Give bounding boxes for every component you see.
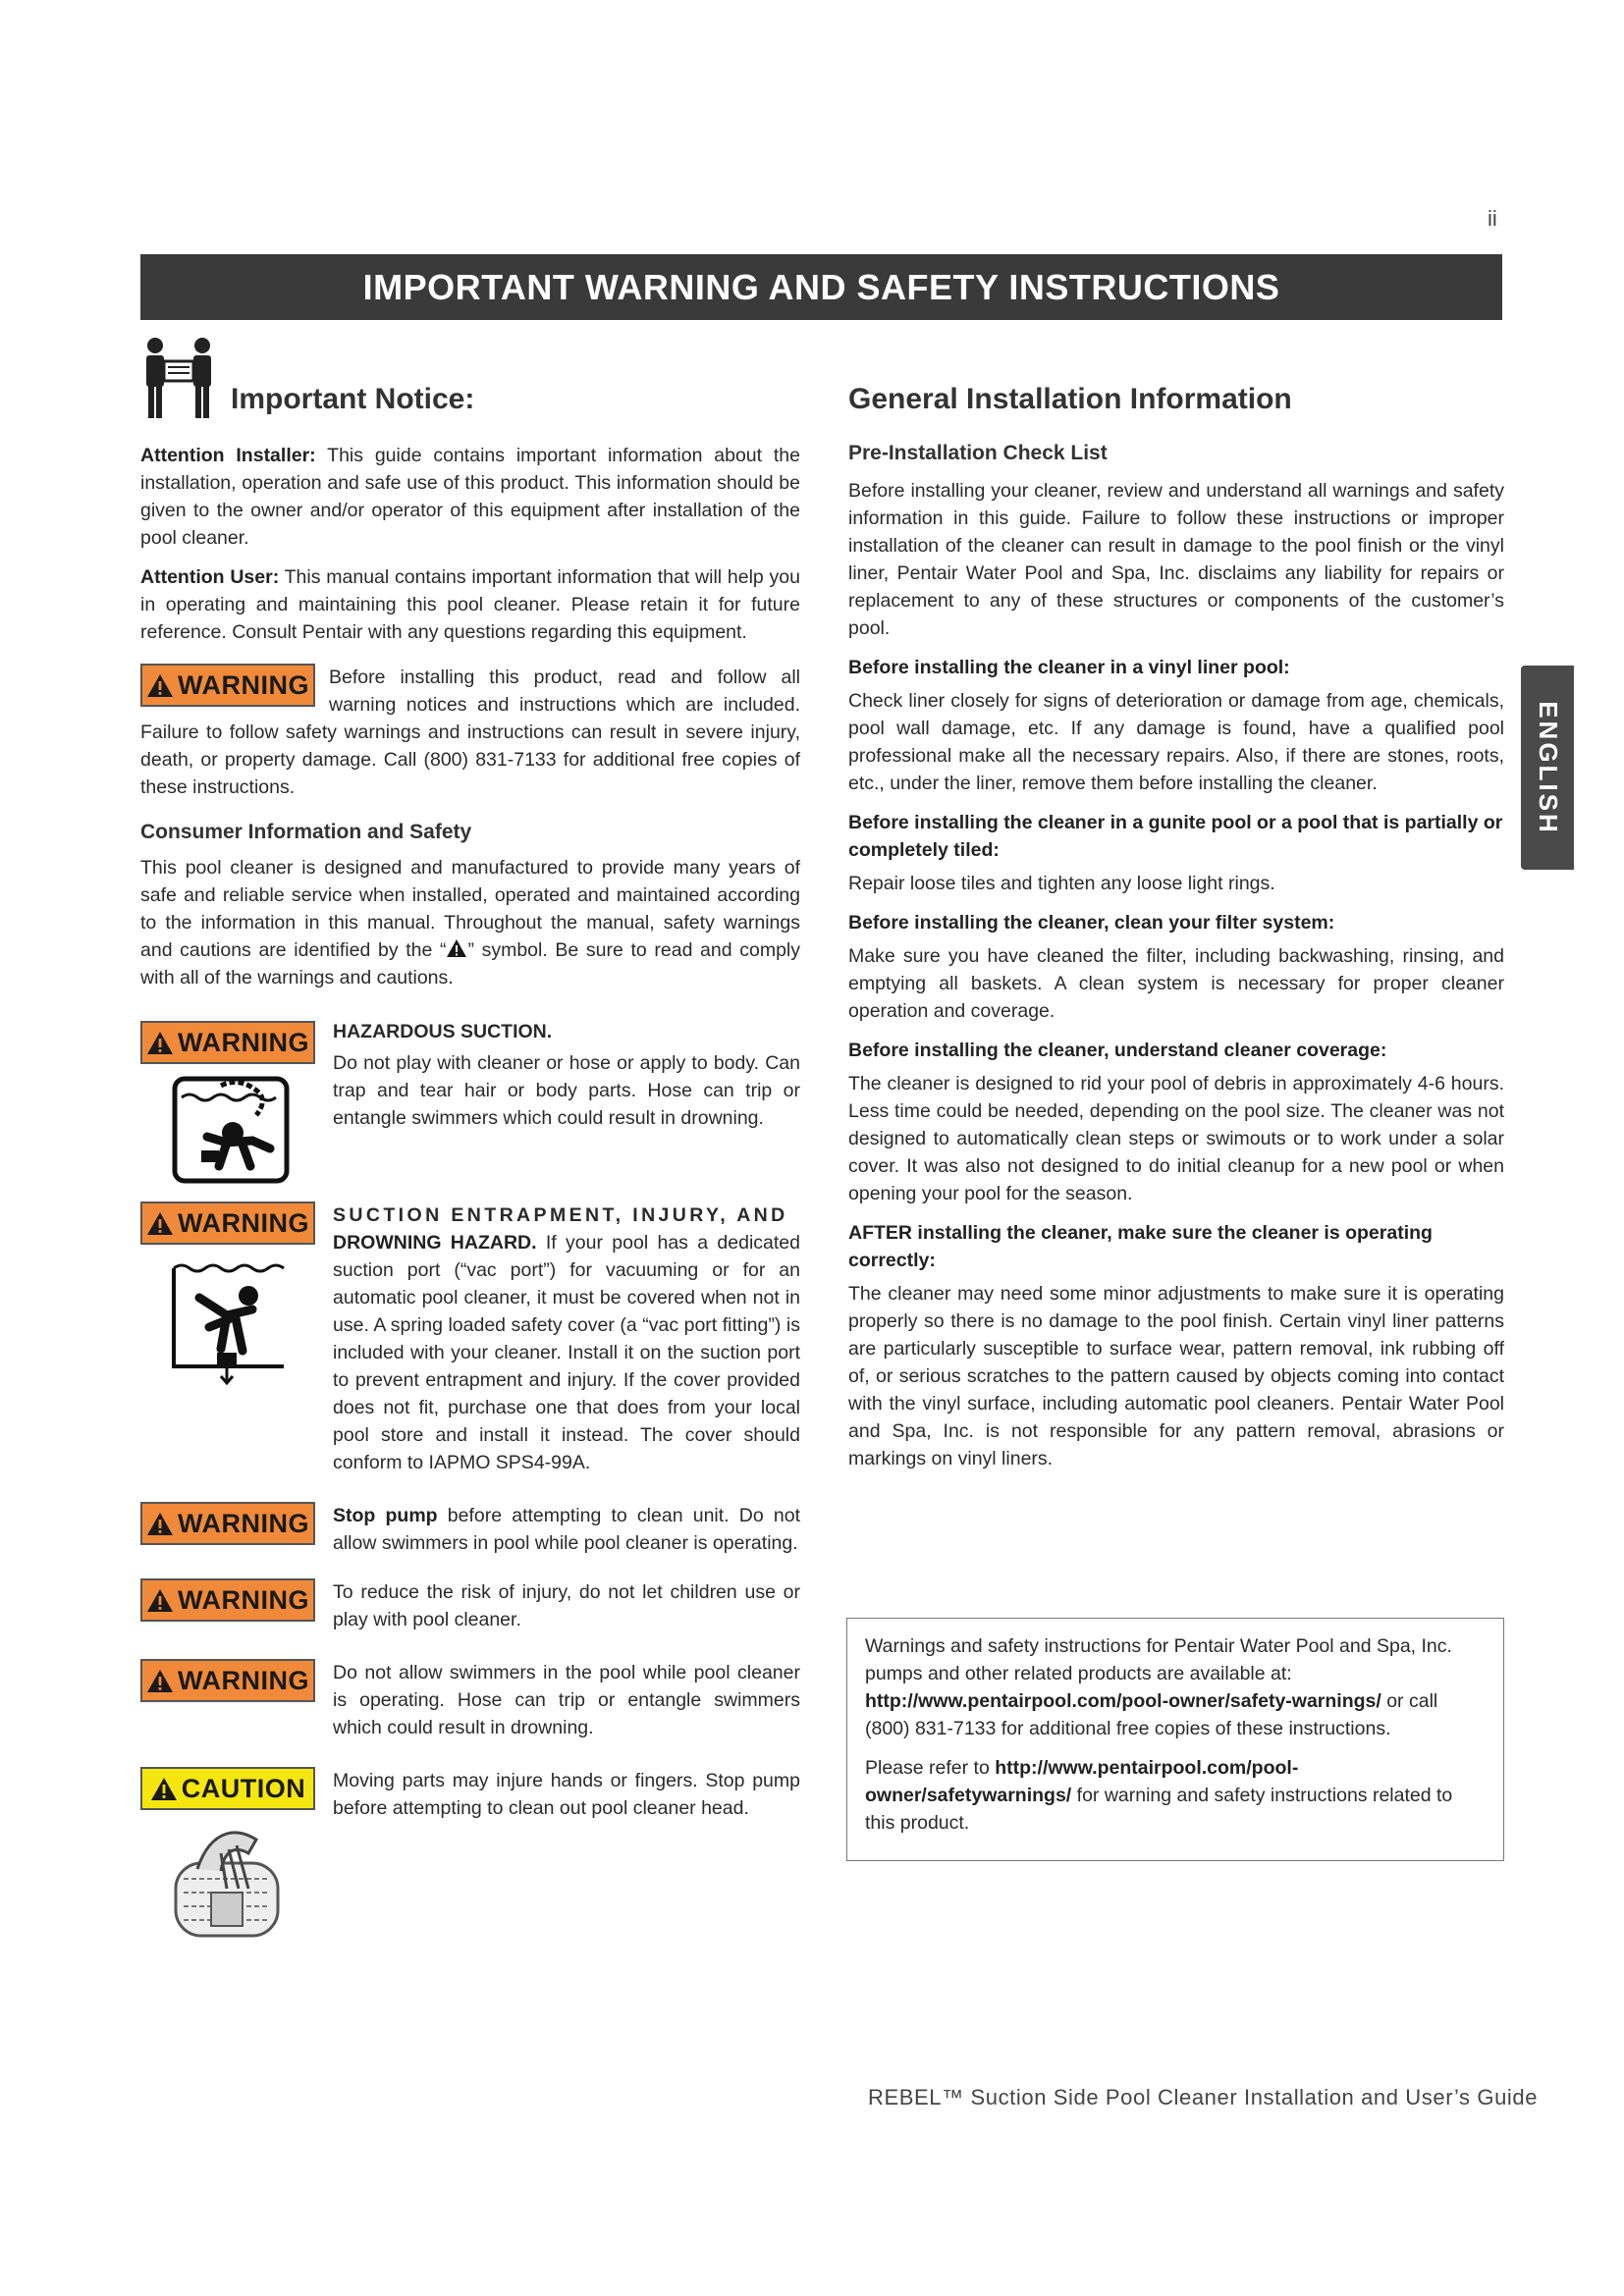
attention-installer-label: Attention Installer: [140, 445, 316, 466]
warning-label-text: WARNING [178, 1027, 309, 1057]
caution-text: Moving parts may injure hands or fingers. Stop pump before attempting to clean out pool cleaner head. [333, 1770, 800, 1819]
warning-triangle-icon [146, 1211, 174, 1236]
hazardous-suction-warning [140, 1021, 800, 1184]
general-installation-title: General Installation Information [848, 383, 1292, 415]
safetywarnings-link[interactable]: http://www.pentairpool.com/pool-owner/safetywarnings/ [865, 1757, 1299, 1806]
suction-entrapment-title-2: DROWNING HAZARD. [333, 1232, 537, 1254]
cleaner-coverage-text: The cleaner is designed to rid your pool of debris in approximately 4-6 hours. Less time could be needed, depending on the pool size. The cleaner was not designed to automatically clean steps or swimouts or to work under a solar cover. It was also not designed to do initial cleanup for a new pool or when opening your pool for the season. [848, 1073, 1504, 1204]
general-installation-header [848, 334, 1504, 420]
first-warning-text: Before installing this product, read and follow all warning notices and instructions which are included. Failure to follow safety warnings and instructions can result in severe injury, death, or property damage. Call (800) 831-7133 for additional free copies of these instructions. [140, 667, 800, 798]
warning-triangle-icon [146, 1031, 174, 1055]
filter-system-title: Before installing the cleaner, clean your filter system: [848, 912, 1335, 934]
warning-triangle-icon [146, 673, 174, 698]
filter-system-text: Make sure you have cleaned the filter, including backwashing, rinsing, and emptying all baskets. A clean system is necessary for proper cleaner operation and coverage. [848, 945, 1504, 1022]
attention-user-paragraph [140, 563, 800, 646]
safety-warnings-link[interactable]: http://www.pentairpool.com/pool-owner/safety-warnings/ [865, 1690, 1381, 1712]
warning-label [140, 664, 315, 707]
attention-user-text: This manual contains important information that will help you in operating and maintaining this pool cleaner. Please retain it for future reference. Consult Pentair with any questions regarding this equipment. [140, 566, 800, 643]
after-installing-title: AFTER installing the cleaner, make sure the cleaner is operating correctly: [848, 1222, 1433, 1271]
infobox-paragraph-2 [865, 1754, 1486, 1837]
left-column [140, 334, 800, 1942]
notice-header [140, 334, 800, 420]
suction-entrapment-text: If your pool has a dedicated suction port (“vac port”) for vacuuming or for an automatic pool cleaner, it must be covered when not in use. A spring loaded safety cover (a “vac port fitting”) is included with your cleaner. Install it on the suction port to prevent entrapment and injury. If the cover provided does not fit, purchase one that does from your local pool store and install it instead. The cover should conform to IAPMO SPS4-99A. [333, 1232, 800, 1473]
suction-entrapment-warning [140, 1201, 800, 1476]
right-column [848, 334, 1504, 1472]
after-installing-text: The cleaner may need some minor adjustments to make sure it is operating properly so there is no damage to the pool finish. Certain vinyl liner patterns are particularly susceptible to surface wear, pattern removal, ink rubbing off of, or serious scratches to the pattern caused by objects coming into contact with the vinyl surface, including automatic pool cleaners. Pentair Water Pool and Spa, Inc. is not responsible for any pattern removal, abrasions or markings on vinyl liners. [848, 1283, 1504, 1469]
stop-pump-text: before attempting to clean unit. Do not allow swimmers in pool while pool cleaner is operating. [333, 1505, 800, 1554]
warning-triangle-icon [146, 1512, 174, 1536]
cleaner-coverage-title: Before installing the cleaner, understand cleaner coverage: [848, 1040, 1387, 1061]
swimmers-warning [140, 1659, 800, 1741]
gunite-pool-text: Repair loose tiles and tighten any loose light rings. [848, 873, 1275, 894]
consumer-info-paragraph [140, 854, 800, 991]
notice-title: Important Notice: [231, 383, 475, 415]
infobox-text-2: or call (800) 831-7133 for additional free copies of these instructions. [865, 1690, 1438, 1739]
warning-label [140, 1201, 315, 1245]
pre-installation-text: Before installing your cleaner, review and understand all warnings and safety information in this guide. Failure to follow these instructions or improper installation of the cleaner can result in damage to the pool finish or the vinyl liner, Pentair Water Pool and Spa, Inc. disclaims any liability for repairs or replacement to any of these structures or components of the customer’s pool. [848, 480, 1504, 639]
stop-pump-paragraph [333, 1502, 800, 1557]
suction-entrapment-title-1: SUCTION ENTRAPMENT, INJURY, AND [333, 1204, 788, 1226]
consumer-info-text-2: ” symbol. Be sure to read and comply with all of the warnings and cautions. [140, 939, 800, 988]
vinyl-liner-title: Before installing the cleaner in a vinyl liner pool: [848, 657, 1290, 678]
warning-label [140, 1578, 315, 1622]
stop-pump-bold: Stop pump [333, 1505, 438, 1526]
first-warning-paragraph [140, 664, 800, 801]
warning-label-text: WARNING [178, 1207, 309, 1238]
consumer-info-text-1: This pool cleaner is designed and manufactured to provide many years of safe and reliable service when installed, operated and maintained according to the information in this manual. Throughout the manual, safety warnings and cautions are identified by the “ [140, 857, 800, 961]
attention-installer-text: This guide contains important information about the installation, operation and safe use of this product. This information should be given to the owner and/or operator of this equipment after installation of the pool cleaner. [140, 445, 800, 549]
drowning-entrapment-icon [170, 1258, 288, 1386]
warning-label-text: WARNING [178, 670, 309, 700]
warning-label [140, 1659, 315, 1702]
infobox-paragraph-1 [865, 1632, 1486, 1742]
swimmers-warning-text: Do not allow swimmers in the pool while pool cleaner is operating. Hose can trip or entangle swimmers which could result in drowning. [333, 1662, 800, 1738]
pre-installation-title: Pre-Installation Check List [848, 442, 1108, 464]
suction-entrapment-paragraph [333, 1201, 800, 1476]
warning-label [140, 1021, 315, 1064]
page-number: ii [1488, 206, 1497, 231]
warning-label [140, 1502, 315, 1545]
language-tab-label: ENGLISH [1533, 700, 1563, 835]
warning-triangle-icon [146, 1588, 174, 1613]
vinyl-liner-text: Check liner closely for signs of deterioration or damage from age, chemicals, pool wall damage, etc. If any damage is found, have a qualified pool professional make all the necessary repairs. Also, if there are stones, roots, etc., under the liner, remove them before installing the cleaner. [848, 690, 1504, 794]
attention-user-label: Attention User: [140, 566, 280, 588]
safety-info-box [846, 1618, 1504, 1861]
caution-triangle-icon [150, 1777, 178, 1801]
caution-label-text: CAUTION [181, 1773, 306, 1803]
infobox-text-1: Warnings and safety instructions for Pentair Water Pool and Spa, Inc. pumps and other related products are available at: [865, 1635, 1452, 1684]
children-warning [140, 1578, 800, 1633]
hazardous-suction-title: HAZARDOUS SUCTION. [333, 1021, 553, 1042]
infobox-text-3: Please refer to [865, 1757, 996, 1779]
footer-title: REBEL™ Suction Side Pool Cleaner Installation and User’s Guide [868, 2085, 1539, 2109]
warning-triangle-icon [146, 1669, 174, 1693]
infobox-text-4: for warning and safety instructions related to this product. [865, 1785, 1453, 1834]
hazardous-suction-text: Do not play with cleaner or hose or apply to body. Can trap and tear hair or body parts. Hose can trip or entangle swimmers which could result in drowning. [333, 1052, 800, 1129]
warning-label-text: WARNING [178, 1508, 309, 1538]
consumer-info-title: Consumer Information and Safety [140, 821, 472, 843]
stop-pump-warning [140, 1502, 800, 1557]
cleaner-head-hand-icon [168, 1824, 286, 1942]
warning-label-text: WARNING [178, 1584, 309, 1615]
handoff-people-icon [140, 336, 217, 420]
caution-label [140, 1767, 315, 1810]
caution-block [140, 1767, 800, 1942]
warning-label-text: WARNING [178, 1665, 309, 1695]
page-banner: IMPORTANT WARNING AND SAFETY INSTRUCTIONS [140, 254, 1502, 320]
language-tab [1521, 666, 1574, 870]
attention-installer-paragraph [140, 442, 800, 552]
children-warning-text: To reduce the risk of injury, do not let children use or play with pool cleaner. [333, 1581, 800, 1630]
safety-alert-symbol-icon [446, 938, 467, 958]
hair-entrapment-icon [172, 1076, 290, 1184]
gunite-pool-title: Before installing the cleaner in a gunite pool or a pool that is partially or completely tiled: [848, 812, 1503, 861]
